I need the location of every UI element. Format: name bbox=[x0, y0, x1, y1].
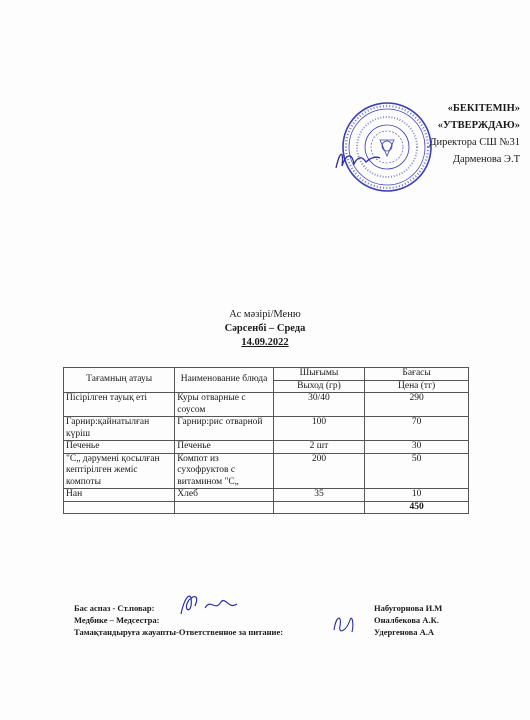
row-name-kz: "С„ дәрумені қосылған кептірілген жеміс компоты bbox=[64, 453, 175, 489]
row-yield: 35 bbox=[273, 489, 364, 502]
row-yield: 2 шт bbox=[273, 441, 364, 454]
responsible-role: Тамақтандыруға жауапты-Ответственное за питание: bbox=[74, 627, 284, 637]
menu-title: Ас мәзірі/Меню bbox=[229, 309, 301, 320]
row-name-ru: Куры отварные с соусом bbox=[175, 393, 273, 417]
table-row bbox=[64, 453, 469, 489]
row-yield: 200 bbox=[273, 453, 364, 489]
signatures-block bbox=[74, 602, 474, 638]
row-yield: 100 bbox=[273, 417, 364, 441]
row-price: 10 bbox=[365, 489, 469, 502]
row-name-kz: Печенье bbox=[64, 441, 175, 454]
nurse-name: Оналбекова А.К. bbox=[374, 615, 439, 625]
table-row bbox=[64, 489, 469, 502]
row-name-kz: Гарнир:қайнатылған күріш bbox=[64, 417, 175, 441]
header-name-kz: Тағамның атауы bbox=[64, 368, 175, 393]
approval-kz: «БЕКІТЕМІН» bbox=[447, 103, 520, 114]
table-header-row bbox=[64, 368, 469, 381]
row-price: 50 bbox=[365, 453, 469, 489]
header-name-ru: Наименование блюда bbox=[175, 368, 273, 393]
row-name-ru: Печенье bbox=[175, 441, 273, 454]
menu-table bbox=[63, 367, 469, 514]
table-row bbox=[64, 417, 469, 441]
approval-block bbox=[360, 100, 520, 168]
menu-day: Сәрсенбі – Среда bbox=[224, 323, 306, 334]
row-name-kz: Пісірілген тауық еті bbox=[64, 393, 175, 417]
header-yield-kz: Шығымы bbox=[273, 368, 364, 381]
cook-role: Бас аспаз - Ст.повар: bbox=[74, 603, 155, 613]
table-row bbox=[64, 393, 469, 417]
row-price: 290 bbox=[365, 393, 469, 417]
row-price: 70 bbox=[365, 417, 469, 441]
approval-ru: «УТВЕРЖДАЮ» bbox=[437, 120, 520, 131]
row-name-kz: Нан bbox=[64, 489, 175, 502]
responsible-name: Удергенова А.А bbox=[374, 627, 435, 637]
total-price: 450 bbox=[365, 501, 469, 514]
menu-date: 14.09.2022 bbox=[241, 337, 289, 348]
table-total-row bbox=[64, 501, 469, 514]
approval-name: Дарменова Э.Т bbox=[452, 154, 520, 165]
row-name-ru: Компот из сухофруктов с витамином "С„ bbox=[175, 453, 273, 489]
row-price: 30 bbox=[365, 441, 469, 454]
header-yield-ru: Выход (гр) bbox=[273, 380, 364, 393]
nurse-row bbox=[74, 614, 474, 626]
header-price-ru: Цена (тг) bbox=[365, 380, 469, 393]
table-row bbox=[64, 441, 469, 454]
nurse-role: Медбике – Медсестра: bbox=[74, 615, 160, 625]
header-price-kz: Бағасы bbox=[365, 368, 469, 381]
row-name-ru: Хлеб bbox=[175, 489, 273, 502]
approval-role: Директора СШ №31 bbox=[429, 137, 520, 148]
cook-row bbox=[74, 602, 474, 614]
row-yield: 30/40 bbox=[273, 393, 364, 417]
row-name-ru: Гарнир:рис отварной bbox=[175, 417, 273, 441]
menu-title-block bbox=[0, 308, 530, 350]
cook-name: Набугорнова И.М bbox=[374, 603, 443, 613]
responsible-row bbox=[74, 626, 474, 638]
